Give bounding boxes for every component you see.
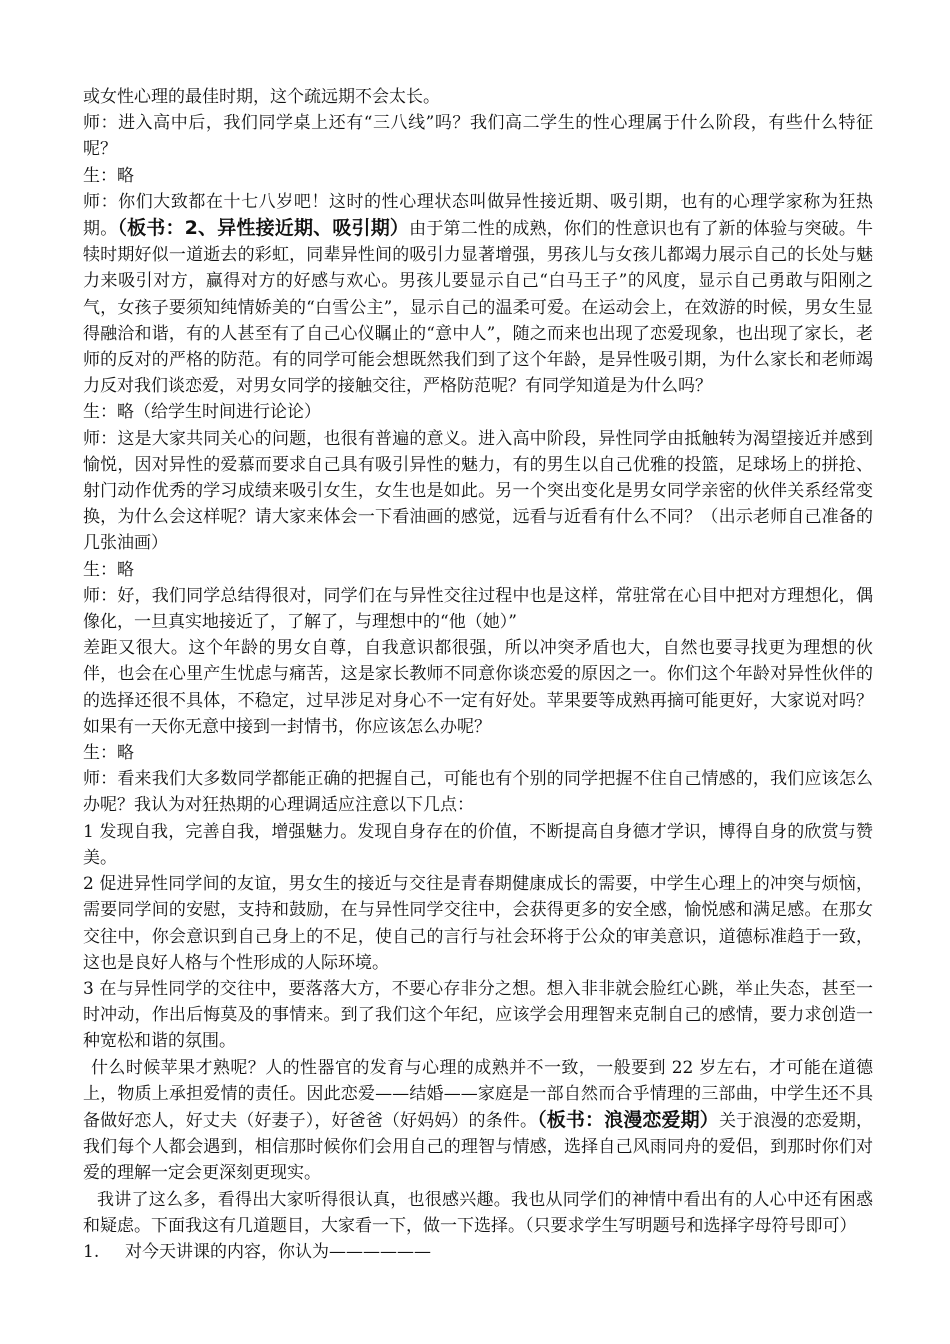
- document-body: [83, 84, 873, 1265]
- paragraph: 生：略: [83, 165, 134, 186]
- paragraph: 生：略: [83, 743, 134, 764]
- blackboard-note: （板书：浪漫恋爱期）: [537, 1108, 719, 1131]
- paragraph: 生：略: [83, 559, 134, 580]
- list-text: 对今天讲课的内容，你认为——————: [125, 1241, 431, 1262]
- paragraph: 师：好，我们同学总结得很对，同学们在与异性交往过程中也是这样，常驻常在心目中把对方理想化，偶像化，一旦真实地接近了，了解了，与理想中的“他（她）”: [83, 585, 873, 633]
- paragraph: 师：这是大家共同关心的问题，也很有普遍的意义。进入高中阶段，异性同学由抵触转为渴望接近并感到愉悦，因对异性的爱慕而要求自己具有吸引异性的魅力，有的男生以自己优雅的投篮，足球场上的拼抢、射门动作优秀的学习成绩来吸引女生，女生也是如此。另一个突出变化是男女同学亲密的伙伴关系经常变换，为什么会这样呢？请大家来体会一下看油画的感觉，远看与近看有什么不同？（出示老师自己准备的几张油画）: [83, 428, 873, 554]
- paragraph-text: 关于浪漫的恋爱期，我们每个人都会遇到，相信那时候你们会用自己的理智与情感，选择自己风雨同舟的爱侣，到那时你们对爱的理解一定会更深刻更现实。: [83, 1110, 874, 1184]
- list-number: 1.: [83, 1241, 100, 1262]
- paragraph: 我讲了这么多，看得出大家听得很认真，也很感兴趣。我也从同学们的神情中看出有的人心中还有困惑和疑虑。下面我这有几道题目，大家看一下，做一下选择。（只要求学生写明题号和选择字母符号即可）: [83, 1189, 873, 1236]
- paragraph-text: 由于第二性的成熟，你们的性意识也有了新的体验与突破。牛犊时期好似一道逝去的彩虹，同辈异性间的吸引力显著增强，男孩儿与女孩儿都竭力展示自己的长处与魅力来吸引对方，赢得对方的好感与欢心。男孩儿要显示自己“白马王子”的风度，显示自己勇敢与阳刚之气，女孩子要须知纯情娇美的“白雪公主”，显示自己的温柔可爱。在运动会上，在效游的时候，男女生显得融洽和谐，有的人甚至有了自己心仪瞩止的“意中人”，随之而来也出现了恋爱现象，也出现了家长，老师的反对的严格的防范。有的同学可能会想既然我们到了这个年龄，是异性吸引期，为什么家长和老师竭力反对我们谈恋爱，对男女同学的接触交往，严格防范呢？有同学知道是为什么吗？: [83, 219, 874, 397]
- paragraph: [83, 1055, 873, 1187]
- paragraph: 差距又很大。这个年龄的男女自尊，自我意识都很强，所以冲突矛盾也大，自然也要寻找更为理想的伙伴，也会在心里产生忧虑与痛苦，这是家长教师不同意你谈恋爱的原因之一。你们这个年龄对异性伙伴的的选择还很不具体，不稳定，过早涉足对身心不一定有好处。苹果要等成熟再摘可能更好，大家说对吗？如果有一天你无意中接到一封情书，你应该怎么办呢？: [83, 638, 873, 737]
- paragraph-text: 什么时候苹果才熟呢？人的性器官的发育与心理的成熟并不一致，一般要到 22 岁左右，才可能在道德上，物质上承担爱情的责任。因此恋爱——结婚——家庭是一部自然而合乎情理的三部曲，中学生还不具备做好恋人，好丈夫（好妻子），好爸爸（好妈妈）的条件。: [83, 1057, 873, 1131]
- list-item: [83, 1239, 873, 1265]
- paragraph: 师：看来我们大多数同学都能正确的把握自己，可能也有个别的同学把握不住自己情感的，我们应该怎么办呢？我认为对狂热期的心理调适应注意以下几点：: [83, 769, 873, 816]
- paragraph: 2 促进异性同学间的友谊，男女生的接近与交往是青春期健康成长的需要，中学生心理上的冲突与烦恼，需要同学间的安慰，支持和鼓励，在与异性同学交往中，会获得更多的安全感，愉悦感和满足感。在那女交往中，你会意识到自己身上的不足，使自己的言行与社会环将于公众的审美意识，道德标准趋于一致，这也是良好人格与个性形成的人际环境。: [83, 874, 873, 973]
- paragraph: 1 发现自我，完善自我，增强魅力。发现自身存在的价值，不断提高自身德才学识，博得自身的欣赏与赞美。: [83, 821, 873, 868]
- paragraph: [83, 189, 873, 400]
- paragraph-text: 师：你们大致都在十七八岁吧！这时的性心理状态叫做异性接近期、吸引期，也有的心理学家称为狂热期。: [83, 191, 873, 240]
- paragraph: 或女性心理的最佳时期，这个疏远期不会太长。: [83, 87, 440, 107]
- paragraph: 3 在与异性同学的交往中，要落落大方，不要心存非分之想。想入非非就会脸红心跳，举止失态，甚至一时冲动，作出后悔莫及的事情来。到了我们这个年纪，应该学会用理智来克制自己的感情，要力求创造一种宽松和谐的氛围。: [83, 978, 873, 1052]
- blackboard-note: （板书：2、异性接近期、吸引期）: [117, 217, 410, 240]
- paragraph: 生：略（给学生时间进行论论）: [83, 402, 321, 423]
- paragraph: 师：进入高中后，我们同学桌上还有“三八线”吗？我们高二学生的性心理属于什么阶段，有些什么特征呢？: [83, 113, 873, 160]
